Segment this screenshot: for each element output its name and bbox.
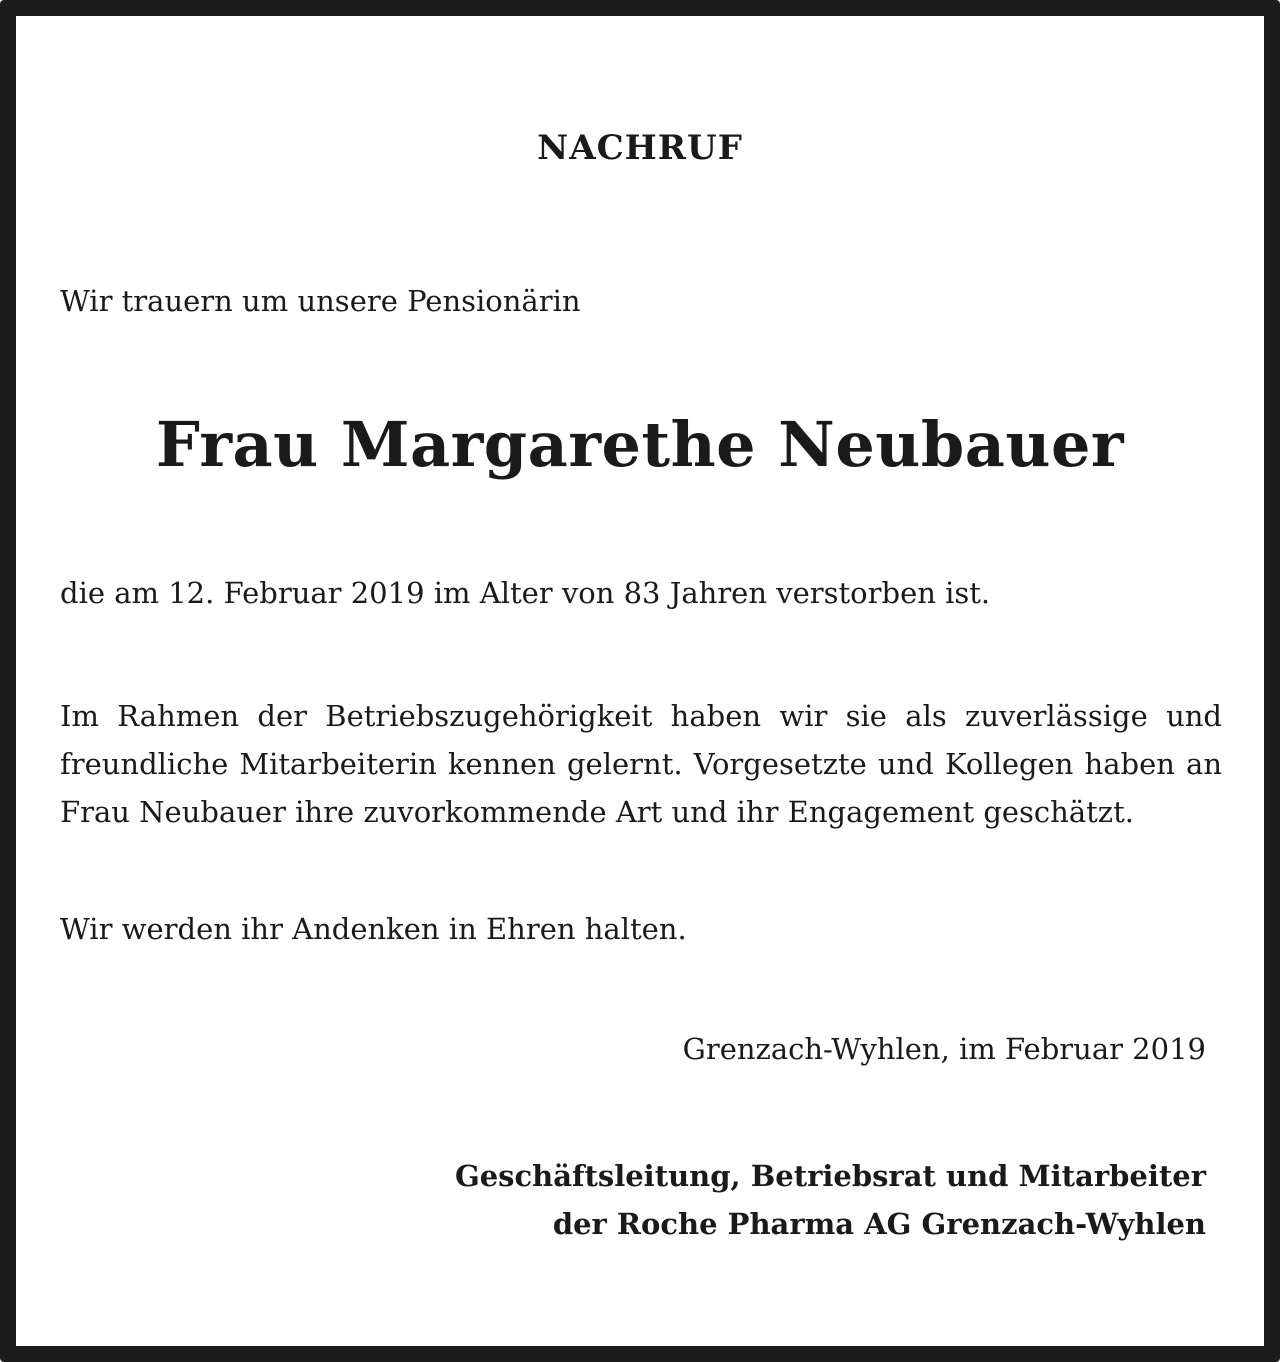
notice-heading: NACHRUF [537,128,743,168]
tribute-paragraph: Im Rahmen der Betriebszugehörigkeit haben wir sie als zuverlässige und freundliche Mitarbeiterin kennen gelernt. Vorgesetzte und Kollegen haben an Frau Neubauer ihre zuvorkommende Art und ihr Engagement geschätzt. [60,699,1222,829]
intro-line: Wir trauern um unsere Pensionärin [60,284,581,318]
signature-line-1: Geschäftsleitung, Betriebsrat und Mitarbeiter [454,1159,1206,1193]
closing-line: Wir werden ihr Andenken in Ehren halten. [60,912,687,946]
signature-block [455,1152,1206,1248]
place-date: Grenzach-Wyhlen, im Februar 2019 [682,1032,1206,1066]
deceased-name: Frau Margarethe Neubauer [155,408,1125,481]
death-date-line: die am 12. Februar 2019 im Alter von 83 Jahren verstorben ist. [60,576,991,610]
signature-line-2: der Roche Pharma AG Grenzach-Wyhlen [552,1207,1206,1241]
